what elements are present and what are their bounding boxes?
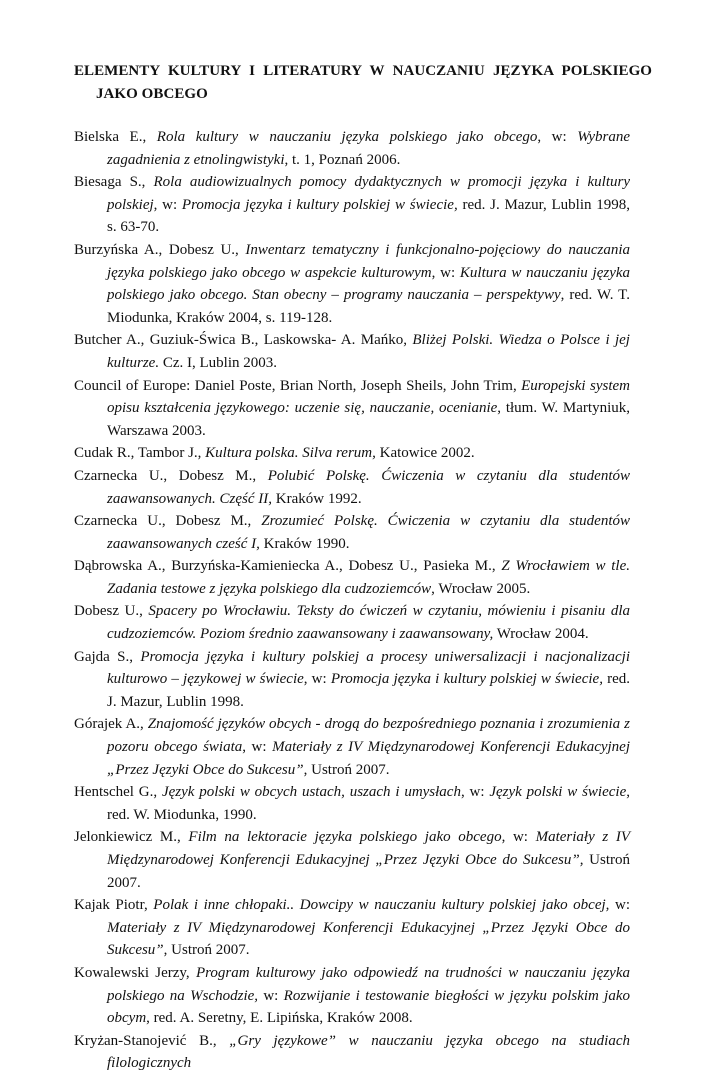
entry-text: Butcher A., Guziuk-Świca B., Laskowska- A. Mańko, bbox=[74, 332, 413, 349]
entry-text: Cz. I, Lublin 2003. bbox=[159, 354, 277, 371]
bibliography-entry bbox=[74, 442, 630, 465]
bibliography-entry bbox=[74, 510, 630, 555]
entry-text: Kraków 1992. bbox=[272, 490, 362, 507]
entry-title-italic: Rola kultury w nauczaniu języka polskiego jako obcego bbox=[156, 129, 538, 145]
bibliography-entry bbox=[74, 894, 630, 962]
entry-title-italic: Europejski system opisu kształcenia językowego: uczenie się, nauczanie, ocenianie bbox=[107, 377, 630, 417]
entry-text: , w: bbox=[537, 129, 578, 145]
bibliography-entry bbox=[74, 962, 630, 1030]
entry-text: , red. W. T. Miodunka, Kraków 2004, s. 119-128. bbox=[107, 287, 630, 326]
entry-title-italic: Wybrane zagadnienia z etnolingwistyki bbox=[107, 129, 631, 168]
entry-title-italic: Z Wrocławiem w tle. Zadania testowe z języka polskiego dla cudzoziemców bbox=[107, 558, 630, 597]
entry-text: Bielska E., bbox=[74, 129, 157, 145]
entry-title-italic: Materiały z IV Międzynarodowej Konferencji Edukacyjnej „Przez Języki Obce do Sukcesu” bbox=[107, 739, 631, 778]
entry-title-italic: Bliżej Polski. Wiedza o Polsce i jej kulturze. bbox=[107, 332, 630, 371]
bibliography-entry bbox=[74, 781, 630, 826]
bibliography-entry bbox=[74, 375, 630, 443]
bibliography-list bbox=[74, 126, 630, 1075]
entry-title-italic: Spacery po Wrocławiu. Teksty do ćwiczeń w czytaniu, mówieniu i pisaniu dla cudzoziemców. Poziom średnio zaawansowany i zaawansowany, bbox=[107, 603, 630, 643]
entry-title-italic: Promocja języka i kultury polskiej w świecie, bbox=[181, 196, 458, 213]
entry-text: Jelonkiewicz M., bbox=[74, 829, 189, 846]
entry-text: Hentschel G., bbox=[74, 784, 162, 801]
bibliography-entry bbox=[74, 1030, 630, 1075]
entry-text: , w: bbox=[501, 829, 536, 846]
entry-text: Biesaga S., bbox=[74, 174, 154, 191]
entry-text: , t. 1, Poznań 2006. bbox=[284, 151, 401, 168]
entry-text: Kajak Piotr, bbox=[74, 897, 154, 914]
entry-text: Górajek A., bbox=[74, 716, 148, 733]
entry-text: Kowalewski Jerzy, bbox=[74, 964, 196, 981]
entry-text: Dobesz U., bbox=[74, 603, 149, 620]
entry-text: , Ustroń 2007. bbox=[303, 761, 390, 778]
entry-title-italic: Język polski w świecie bbox=[489, 784, 627, 801]
document-title: ELEMENTY KULTURY I LITERATURY W NAUCZANIU JĘZYKA POLSKIEGO JAKO OBCEGO bbox=[74, 63, 652, 102]
bibliography-entry bbox=[74, 465, 630, 510]
bibliography-entry bbox=[74, 826, 630, 894]
entry-title-italic: Film na lektoracie języka polskiego jako obcego bbox=[188, 829, 502, 846]
entry-text: Cudak R., Tambor J., bbox=[74, 445, 206, 462]
entry-text: , w: bbox=[431, 264, 460, 281]
bibliography-entry bbox=[74, 329, 630, 374]
entry-title-italic: Materiały z IV Międzynarodowej Konferencji Edukacyjnej „Przez Języki Obce do Sukcesu”, bbox=[107, 829, 631, 868]
entry-title-italic: Kultura w nauczaniu języka polskiego jako obcego. Stan obecny – programy nauczania – perspektywy bbox=[107, 264, 631, 304]
bibliography-entry bbox=[74, 126, 630, 171]
entry-title-italic: Rola audiowizualnych pomocy dydaktycznych w promocji języka i kultury polskiej bbox=[107, 174, 630, 213]
entry-text: w: bbox=[609, 897, 631, 914]
entry-text: red. J. Mazur, Lublin 1998. bbox=[107, 671, 630, 710]
entry-text: Dąbrowska A., Burzyńska-Kamieniecka A., Dobesz U., Pasieka M., bbox=[74, 558, 502, 575]
entry-title-italic: Polubić Polskę. Ćwiczenia w czytaniu dla studentów zaawansowanych. Część II, bbox=[107, 467, 630, 507]
entry-text: , tłum. W. Martyniuk, Warszawa 2003. bbox=[107, 400, 630, 439]
entry-text: , Wrocław 2005. bbox=[431, 580, 531, 597]
entry-text: Burzyńska A., Dobesz U., bbox=[74, 241, 246, 258]
entry-text: Council of Europe: Daniel Poste, Brian North, Joseph Sheils, John Trim, bbox=[74, 377, 522, 394]
entry-title-italic: Znajomość języków obcych - drogą do bezpośredniego poznania i zrozumienia z pozoru obcego świata bbox=[107, 716, 630, 756]
entry-text: Katowice 2002. bbox=[375, 445, 475, 462]
bibliography-entry bbox=[74, 600, 630, 645]
entry-text: , red. W. Miodunka, 1990. bbox=[107, 784, 630, 823]
entry-text: red. J. Mazur, Lublin 1998, s. 63-70. bbox=[107, 196, 630, 236]
entry-title-italic: Rozwijanie i testowanie biegłości w języku polskim jako obcym bbox=[107, 987, 631, 1027]
entry-text: Czarnecka U., Dobesz M., bbox=[74, 513, 262, 530]
entry-title-italic: Program kulturowy jako odpowiedź na trudności w nauczaniu języka polskiego na Wschodzie, bbox=[107, 964, 630, 1004]
entry-text: , w: bbox=[460, 784, 490, 801]
entry-title-italic: Polak i inne chłopaki.. Dowcipy w nauczaniu kultury polskiej jako obcej, bbox=[153, 897, 610, 914]
entry-text: Czarnecka U., Dobesz M., bbox=[74, 467, 268, 484]
entry-title-italic: Inwentarz tematyczny i funkcjonalno-pojęciowy do nauczania języka polskiego jako obcego w aspekcie kulturowym bbox=[107, 241, 630, 281]
entry-text: , w: bbox=[242, 739, 273, 756]
entry-title-italic: Język polski w obcych ustach, uszach i umysłach bbox=[161, 784, 461, 801]
entry-text: , w: bbox=[303, 671, 331, 688]
bibliography-entry bbox=[74, 239, 630, 329]
entry-title-italic: Promocja języka i kultury polskiej a procesy uniwersalizacji i nacjonalizacji kulturowo – językowej w świecie bbox=[107, 648, 630, 688]
entry-title-italic: Kultura polska. Silva rerum, bbox=[205, 445, 376, 462]
entry-title-italic: „Gry językowe” w nauczaniu języka obcego na studiach filologicznych bbox=[107, 1032, 630, 1072]
entry-text: , red. A. Seretny, E. Lipińska, Kraków 2008. bbox=[146, 1010, 413, 1027]
bibliography-entry bbox=[74, 646, 630, 714]
entry-text: , w: bbox=[153, 196, 182, 213]
entry-title-italic: Materiały z IV Międzynarodowej Konferencji Edukacyjnej „Przez Języki Obce do Sukcesu” bbox=[107, 919, 630, 959]
entry-text: w: bbox=[258, 987, 284, 1004]
bibliography-entry bbox=[74, 555, 630, 600]
bibliography-entry bbox=[74, 171, 630, 239]
entry-text: , Ustroń 2007. bbox=[163, 942, 250, 959]
entry-text: Kraków 1990. bbox=[259, 535, 350, 552]
entry-text: Gajda S., bbox=[74, 648, 141, 665]
entry-text: Ustroń 2007. bbox=[107, 852, 630, 891]
entry-text: Wrocław 2004. bbox=[493, 626, 589, 643]
bibliography-entry bbox=[74, 713, 630, 781]
entry-title-italic: Zrozumieć Polskę. Ćwiczenia w czytaniu dla studentów zaawansowanych cześć I, bbox=[107, 513, 630, 552]
entry-title-italic: Promocja języka i kultury polskiej w świecie, bbox=[330, 671, 603, 688]
entry-text: Kryżan-Stanojević B., bbox=[74, 1032, 230, 1049]
